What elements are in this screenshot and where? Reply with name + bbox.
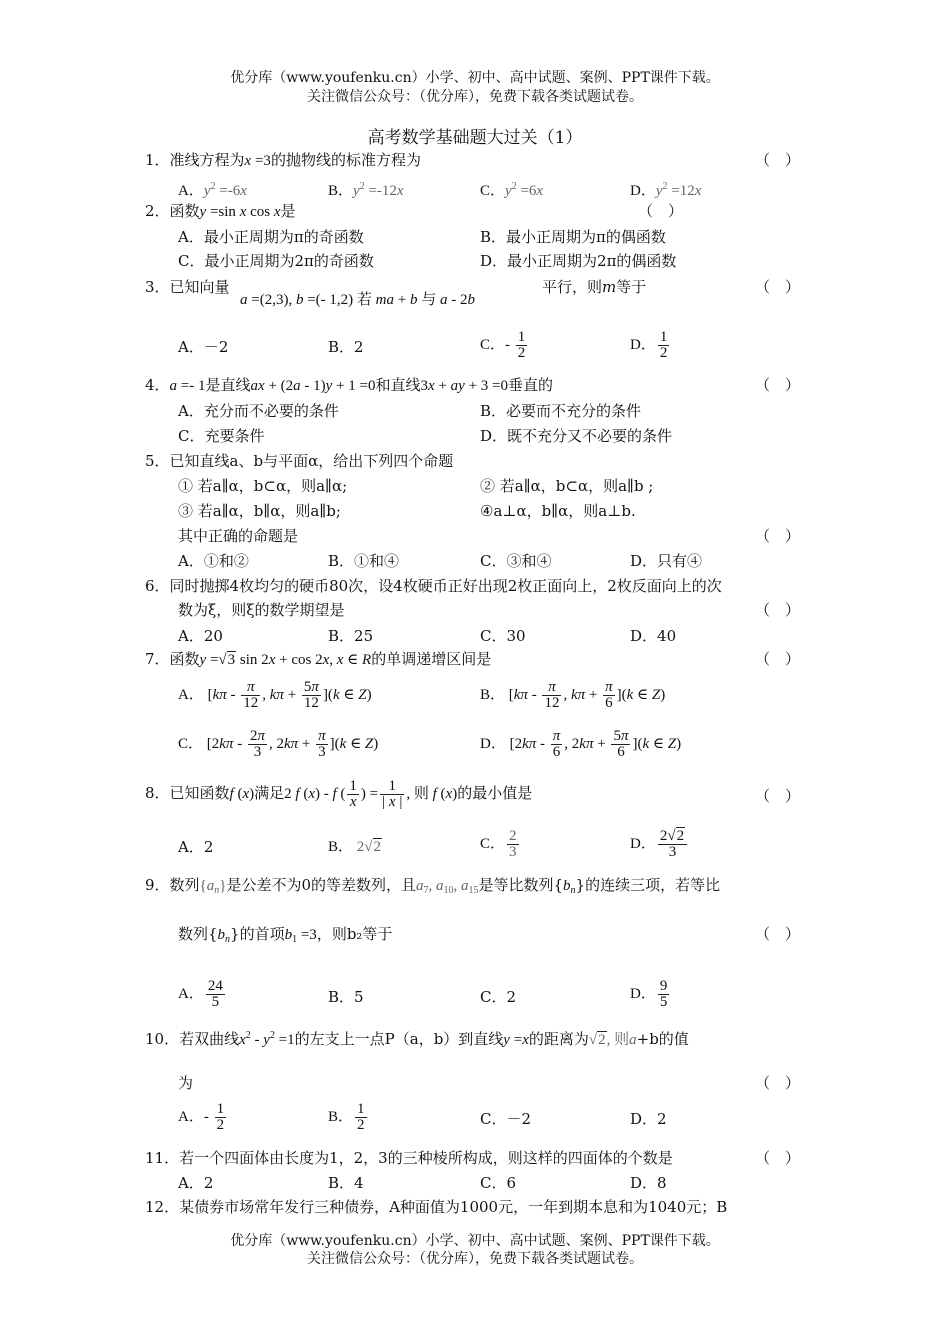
question-4-stem: 4．a =- 1是直线ax + (2a - 1)y + 1 =0和直线3x + ay + 3 =0垂直的 bbox=[145, 376, 554, 394]
answer-bracket-4: （ ） bbox=[755, 376, 801, 394]
q1-option-a: A．$y^2 =-6x$ bbox=[178, 181, 247, 199]
header-line-1: 优分库（www.youfenku.cn）小学、初中、高中试题、案例、PPT课件下载。 bbox=[230, 70, 720, 86]
q11-option-a: A．2 bbox=[178, 1174, 214, 1192]
answer-bracket-10: （ ） bbox=[755, 1074, 801, 1092]
q5-proposition-2: ② 若a∥α，b⊂α，则a∥b ; bbox=[480, 477, 654, 495]
q11-option-d: D．8 bbox=[630, 1174, 667, 1192]
answer-bracket-9: （ ） bbox=[755, 925, 801, 943]
q8-option-d: D． $\frac{2√2}{3}$ bbox=[630, 829, 689, 860]
q8-option-b: B． 2√2 bbox=[328, 839, 381, 855]
q1-option-b: B．$y^2 =-12x$ bbox=[328, 181, 404, 199]
answer-bracket-8: （ ） bbox=[755, 787, 801, 805]
q5-ask: 其中正确的命题是 bbox=[178, 527, 299, 545]
q10-option-a: A．- $\frac{1}{2}$ bbox=[178, 1101, 225, 1133]
q5-option-c: C．③和④ bbox=[480, 552, 552, 570]
q8-option-a: A．2 bbox=[178, 838, 214, 856]
q5-proposition-1: ① 若a∥α，b⊂α，则a∥α; bbox=[178, 477, 348, 495]
answer-bracket-5: （ ） bbox=[755, 527, 801, 545]
question-5-stem: 5．已知直线a、b与平面α，给出下列四个命题 bbox=[145, 452, 454, 470]
question-1-stem: 1．准线方程为x =3的抛物线的标准方程为 bbox=[145, 151, 421, 169]
q11-option-b: B．4 bbox=[328, 1174, 364, 1192]
footer-line-1: 优分库（www.youfenku.cn）小学、初中、高中试题、案例、PPT课件下载。 bbox=[230, 1233, 720, 1249]
question-6-stem-2: 数为ξ，则ξ的数学期望是 bbox=[178, 601, 345, 619]
q7-option-a: A． [kπ - $\frac{\pi}{12}$ , kπ + $\frac{5\pi}{12}$ ](k ∈ Z) bbox=[178, 679, 372, 711]
question-12-stem: 12．某债券市场常年发行三种债券，A种面值为1000元，一年到期本息和为1040元；B bbox=[145, 1198, 728, 1216]
q3-option-d: D． $\frac{1}{2}$ bbox=[630, 329, 668, 361]
question-3-stem: 3．已知向量 bbox=[145, 278, 230, 296]
question-9-stem: 9．数列$\{a_n\}$是公差不为0的等差数列，且$a_7$, $a_{10}$, $a_{15}$是等比数列$\{b_n\}$的连续三项，若等比 bbox=[145, 876, 721, 896]
q7-option-b: B． [kπ - $\frac{\pi}{12}$ , kπ + $\frac{\pi}{6}$ ](k ∈ Z) bbox=[480, 679, 666, 711]
answer-bracket-11: （ ） bbox=[755, 1149, 801, 1167]
q9-option-b: B．5 bbox=[328, 988, 364, 1006]
answer-bracket-2: （ ） bbox=[638, 202, 684, 220]
question-8-stem: 8．已知函数f (x)满足2 f (x) - f ( $\frac{1}{x}$ ) = $\frac{1}{| x |}$ , 则 f (x)的最小值是 bbox=[145, 778, 533, 810]
q2-option-d: D．最小正周期为2π的偶函数 bbox=[480, 252, 677, 270]
q10-option-c: C．－2 bbox=[480, 1110, 532, 1128]
q6-option-a: A．20 bbox=[178, 627, 223, 645]
q5-proposition-3: ③ 若a∥α，b∥α，则a∥b; bbox=[178, 502, 341, 520]
q8-option-c: C． $\frac{2}{3}$ bbox=[480, 828, 517, 860]
q3-stem-tail: 平行，则m等于 bbox=[542, 278, 647, 296]
q9-option-a: A． $\frac{24}{5}$ bbox=[178, 978, 223, 1010]
q3-option-c: C．- $\frac{1}{2}$ bbox=[480, 329, 526, 361]
q2-option-a: A．最小正周期为π的奇函数 bbox=[178, 228, 364, 246]
q3-option-b: B．2 bbox=[328, 338, 364, 356]
q7-option-d: D． [2kπ - $\frac{\pi}{6}$ , 2kπ + $\frac{5\pi}{6}$ ](k ∈ Z) bbox=[480, 728, 682, 760]
q1-option-c: C．$y^2 =6x$ bbox=[480, 181, 544, 199]
q11-option-c: C．6 bbox=[480, 1174, 517, 1192]
question-10-stem: 10．若双曲线$x^2 - y^2 =1$的左支上一点P（a，b）到直线y =x的距离为√2, 则a+b的值 bbox=[145, 1030, 689, 1048]
footer-line-2: 关注微信公众号：（优分库），免费下载各类试题试卷。 bbox=[307, 1251, 643, 1267]
q5-proposition-4: ④a⊥α，b∥α，则a⊥b. bbox=[480, 502, 636, 520]
q10-option-b: B． $\frac{1}{2}$ bbox=[328, 1101, 365, 1133]
q9-option-d: D． $\frac{9}{5}$ bbox=[630, 978, 668, 1010]
q3-vectors: a =(2,3), b =(- 1,2) 若 ma + b 与 a - 2b bbox=[240, 292, 475, 308]
q4-option-a: A．充分而不必要的条件 bbox=[178, 402, 339, 420]
answer-bracket-3: （ ） bbox=[755, 278, 801, 296]
question-9-stem-2: 数列$\{b_n\}$的首项$b_1 =3$，则b₂等于 bbox=[178, 925, 393, 945]
q5-option-a: A．①和② bbox=[178, 552, 249, 570]
q5-option-d: D．只有④ bbox=[630, 552, 703, 570]
page-title: 高考数学基础题大过关（1） bbox=[367, 128, 583, 148]
question-7-stem: 7．函数y =√3 sin 2x + cos 2x, x ∈ R的单调递增区间是 bbox=[145, 650, 492, 668]
q5-option-b: B．①和④ bbox=[328, 552, 400, 570]
question-6-stem: 6．同时抛掷4枚均匀的硬币80次，设4枚硬币正好出现2枚正面向上，2枚反面向上的次 bbox=[145, 577, 722, 595]
q6-option-d: D．40 bbox=[630, 627, 677, 645]
q9-option-c: C．2 bbox=[480, 988, 517, 1006]
answer-bracket-7: （ ） bbox=[755, 650, 801, 668]
q7-option-c: C． [2kπ - $\frac{2\pi}{3}$ , 2kπ + $\frac{\pi}{3}$ ](k ∈ Z) bbox=[178, 728, 379, 760]
q4-option-c: C．充要条件 bbox=[178, 427, 265, 445]
q4-option-b: B．必要而不充分的条件 bbox=[480, 402, 642, 420]
q2-option-b: B．最小正周期为π的偶函数 bbox=[480, 228, 666, 246]
answer-bracket-6: （ ） bbox=[755, 601, 801, 619]
q10-option-d: D．2 bbox=[630, 1110, 667, 1128]
q6-option-b: B．25 bbox=[328, 627, 374, 645]
question-11-stem: 11．若一个四面体由长度为1，2，3的三种棱所构成，则这样的四面体的个数是 bbox=[145, 1149, 673, 1167]
q2-option-c: C．最小正周期为2π的奇函数 bbox=[178, 252, 374, 270]
q4-option-d: D．既不充分又不必要的条件 bbox=[480, 427, 673, 445]
q3-option-a: A．－2 bbox=[178, 338, 229, 356]
question-2-stem: 2．函数y =sin x cos x是 bbox=[145, 202, 296, 220]
header-line-2: 关注微信公众号：（优分库），免费下载各类试题试卷。 bbox=[307, 89, 643, 105]
q1-option-d: D．$y^2 =12x$ bbox=[630, 181, 702, 199]
answer-bracket-1: （ ） bbox=[755, 151, 801, 169]
question-10-stem-2: 为 bbox=[178, 1074, 194, 1092]
q6-option-c: C．30 bbox=[480, 627, 526, 645]
